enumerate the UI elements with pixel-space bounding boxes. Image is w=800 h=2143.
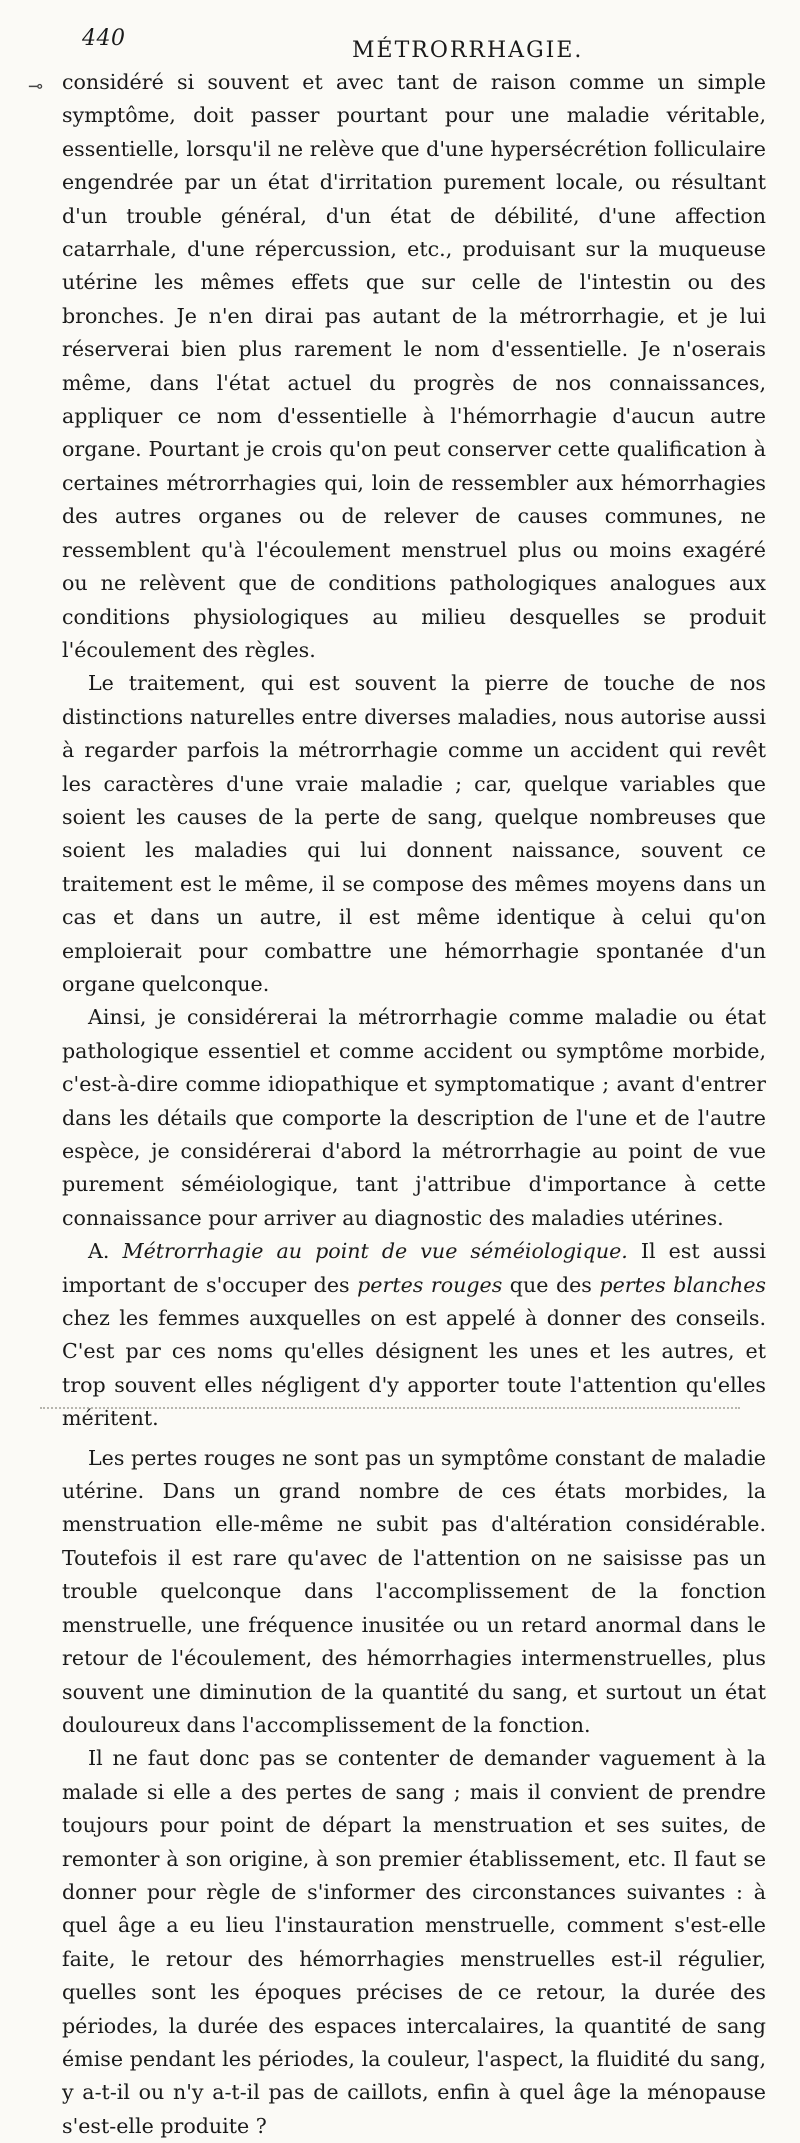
body-text <box>62 66 766 2143</box>
paragraph: Ainsi, je considérerai la métrorrhagie comme maladie ou état pathologique essentiel et comme accident ou symptôme morbide, c'est-à-dire comme idiopathique et symptomatique ; avant d'entrer dans les détails que comporte la description de l'une et de l'autre espèce, je considérerai d'abord la métrorrhagie au point de vue purement séméiologique, tant j'attribue d'importance à cette connaissance pour arriver au diagnostic des maladies utérines. <box>62 1005 766 1230</box>
paragraph: Le traitement, qui est souvent la pierre de touche de nos distinctions naturelles entre diverses maladies, nous autorise aussi à regarder parfois la métrorrhagie comme un accident qui revêt les caractères d'une vraie maladie ; car, quelque variables que soient les causes de la perte de sang, quelque nombreuses que soient les maladies qui lui donnent naissance, souvent ce traitement est le même, il se compose des mêmes moyens dans un cas et dans un autre, il est même identique à celui qu'on emploierait pour combattre une hémorrhagie spontanée d'un organe quelconque. <box>62 671 766 996</box>
bottom-rule <box>40 1407 740 1409</box>
emphasis-pertes-rouges: pertes rouges <box>357 1272 503 1297</box>
paragraph: considéré si souvent et avec tant de raison comme un simple symptôme, doit passer pourtant pour une maladie véritable, essentielle, lorsqu'il ne relève que d'une hypersécrétion folliculaire engendrée par un état d'irritation purement locale, ou résultant d'un trouble général, d'un état de débilité, d'une affection catarrhale, d'une répercussion, etc., produisant sur la muqueuse utérine les mêmes effets que sur celle de l'intestin ou des bronches. Je n'en dirai pas autant de la métrorrhagie, et je lui réserverai bien plus rarement le nom d'essentielle. Je n'oserais même, dans l'état actuel du progrès de nos connaissances, appliquer ce nom d'essentielle à l'hémorrhagie d'aucun autre organe. Pourtant je crois qu'on peut conserver cette qualification à certaines métrorrhagies qui, loin de ressembler aux hémorrhagies des autres organes ou de relever de causes communes, ne ressemblent qu'à l'écoulement menstruel plus ou moins exagéré ou ne relèvent que de conditions pathologiques analogues aux conditions physiologiques au milieu desquelles se produit l'écoulement des règles. <box>62 70 766 662</box>
section-text: chez les femmes auxquelles on est appelé à donner des conseils. C'est par ces noms qu'elles désignent les unes et les autres, et trop souvent elles négligent d'y apporter toute l'attention qu'elles méritent. <box>62 1306 766 1431</box>
paragraph: Les pertes rouges ne sont pas un symptôme constant de maladie utérine. Dans un grand nombre de ces états morbides, la menstruation elle-même ne subit pas d'altération considérable. Toutefois il est rare qu'avec de l'attention on ne saisisse pas un trouble quelconque dans l'accomplissement de la fonction menstruelle, une fréquence inusitée ou un retard anormal dans le retour de l'écoulement, des hémorrhagies intermenstruelles, plus souvent une diminution de la quantité du sang, et surtout un état douloureux dans l'accomplissement de la fonction. <box>62 1445 766 1737</box>
emphasis-pertes-blanches: pertes blanches <box>599 1272 766 1297</box>
section-letter: A. <box>88 1239 110 1264</box>
paragraph: Il ne faut donc pas se contenter de demander vaguement à la malade si elle a des pertes de sang ; mais il convient de prendre toujours pour point de départ la menstruation et ses suites, de remonter à son origine, à son premier établissement, etc. Il faut se donner pour règle de s'informer des circonstances suivantes : à quel âge a eu lieu l'instauration menstruelle, comment s'est-elle faite, le retour des hémorrhagies menstruelles est-il régulier, quelles sont les époques précises de ce retour, la durée des périodes, la durée des espaces intercalaires, la quantité de sang émise pendant les périodes, la couleur, l'aspect, la fluidité du sang, y a-t-il ou n'y a-t-il pas de caillots, enfin à quel âge la ménopause s'est-elle produite ? <box>62 1746 766 2138</box>
section-text: que des <box>502 1272 600 1297</box>
section-a-paragraph <box>62 1235 766 1435</box>
page-header <box>62 0 766 66</box>
section-text: Il est aussi important de s'occuper des <box>62 1239 767 1297</box>
page-number: 440 <box>82 26 126 51</box>
running-title: MÉTRORRHAGIE. <box>352 38 584 63</box>
section-heading: Métrorrhagie au point de vue séméiologique. <box>122 1239 628 1264</box>
margin-pointer-icon: ⊸ <box>28 76 44 97</box>
